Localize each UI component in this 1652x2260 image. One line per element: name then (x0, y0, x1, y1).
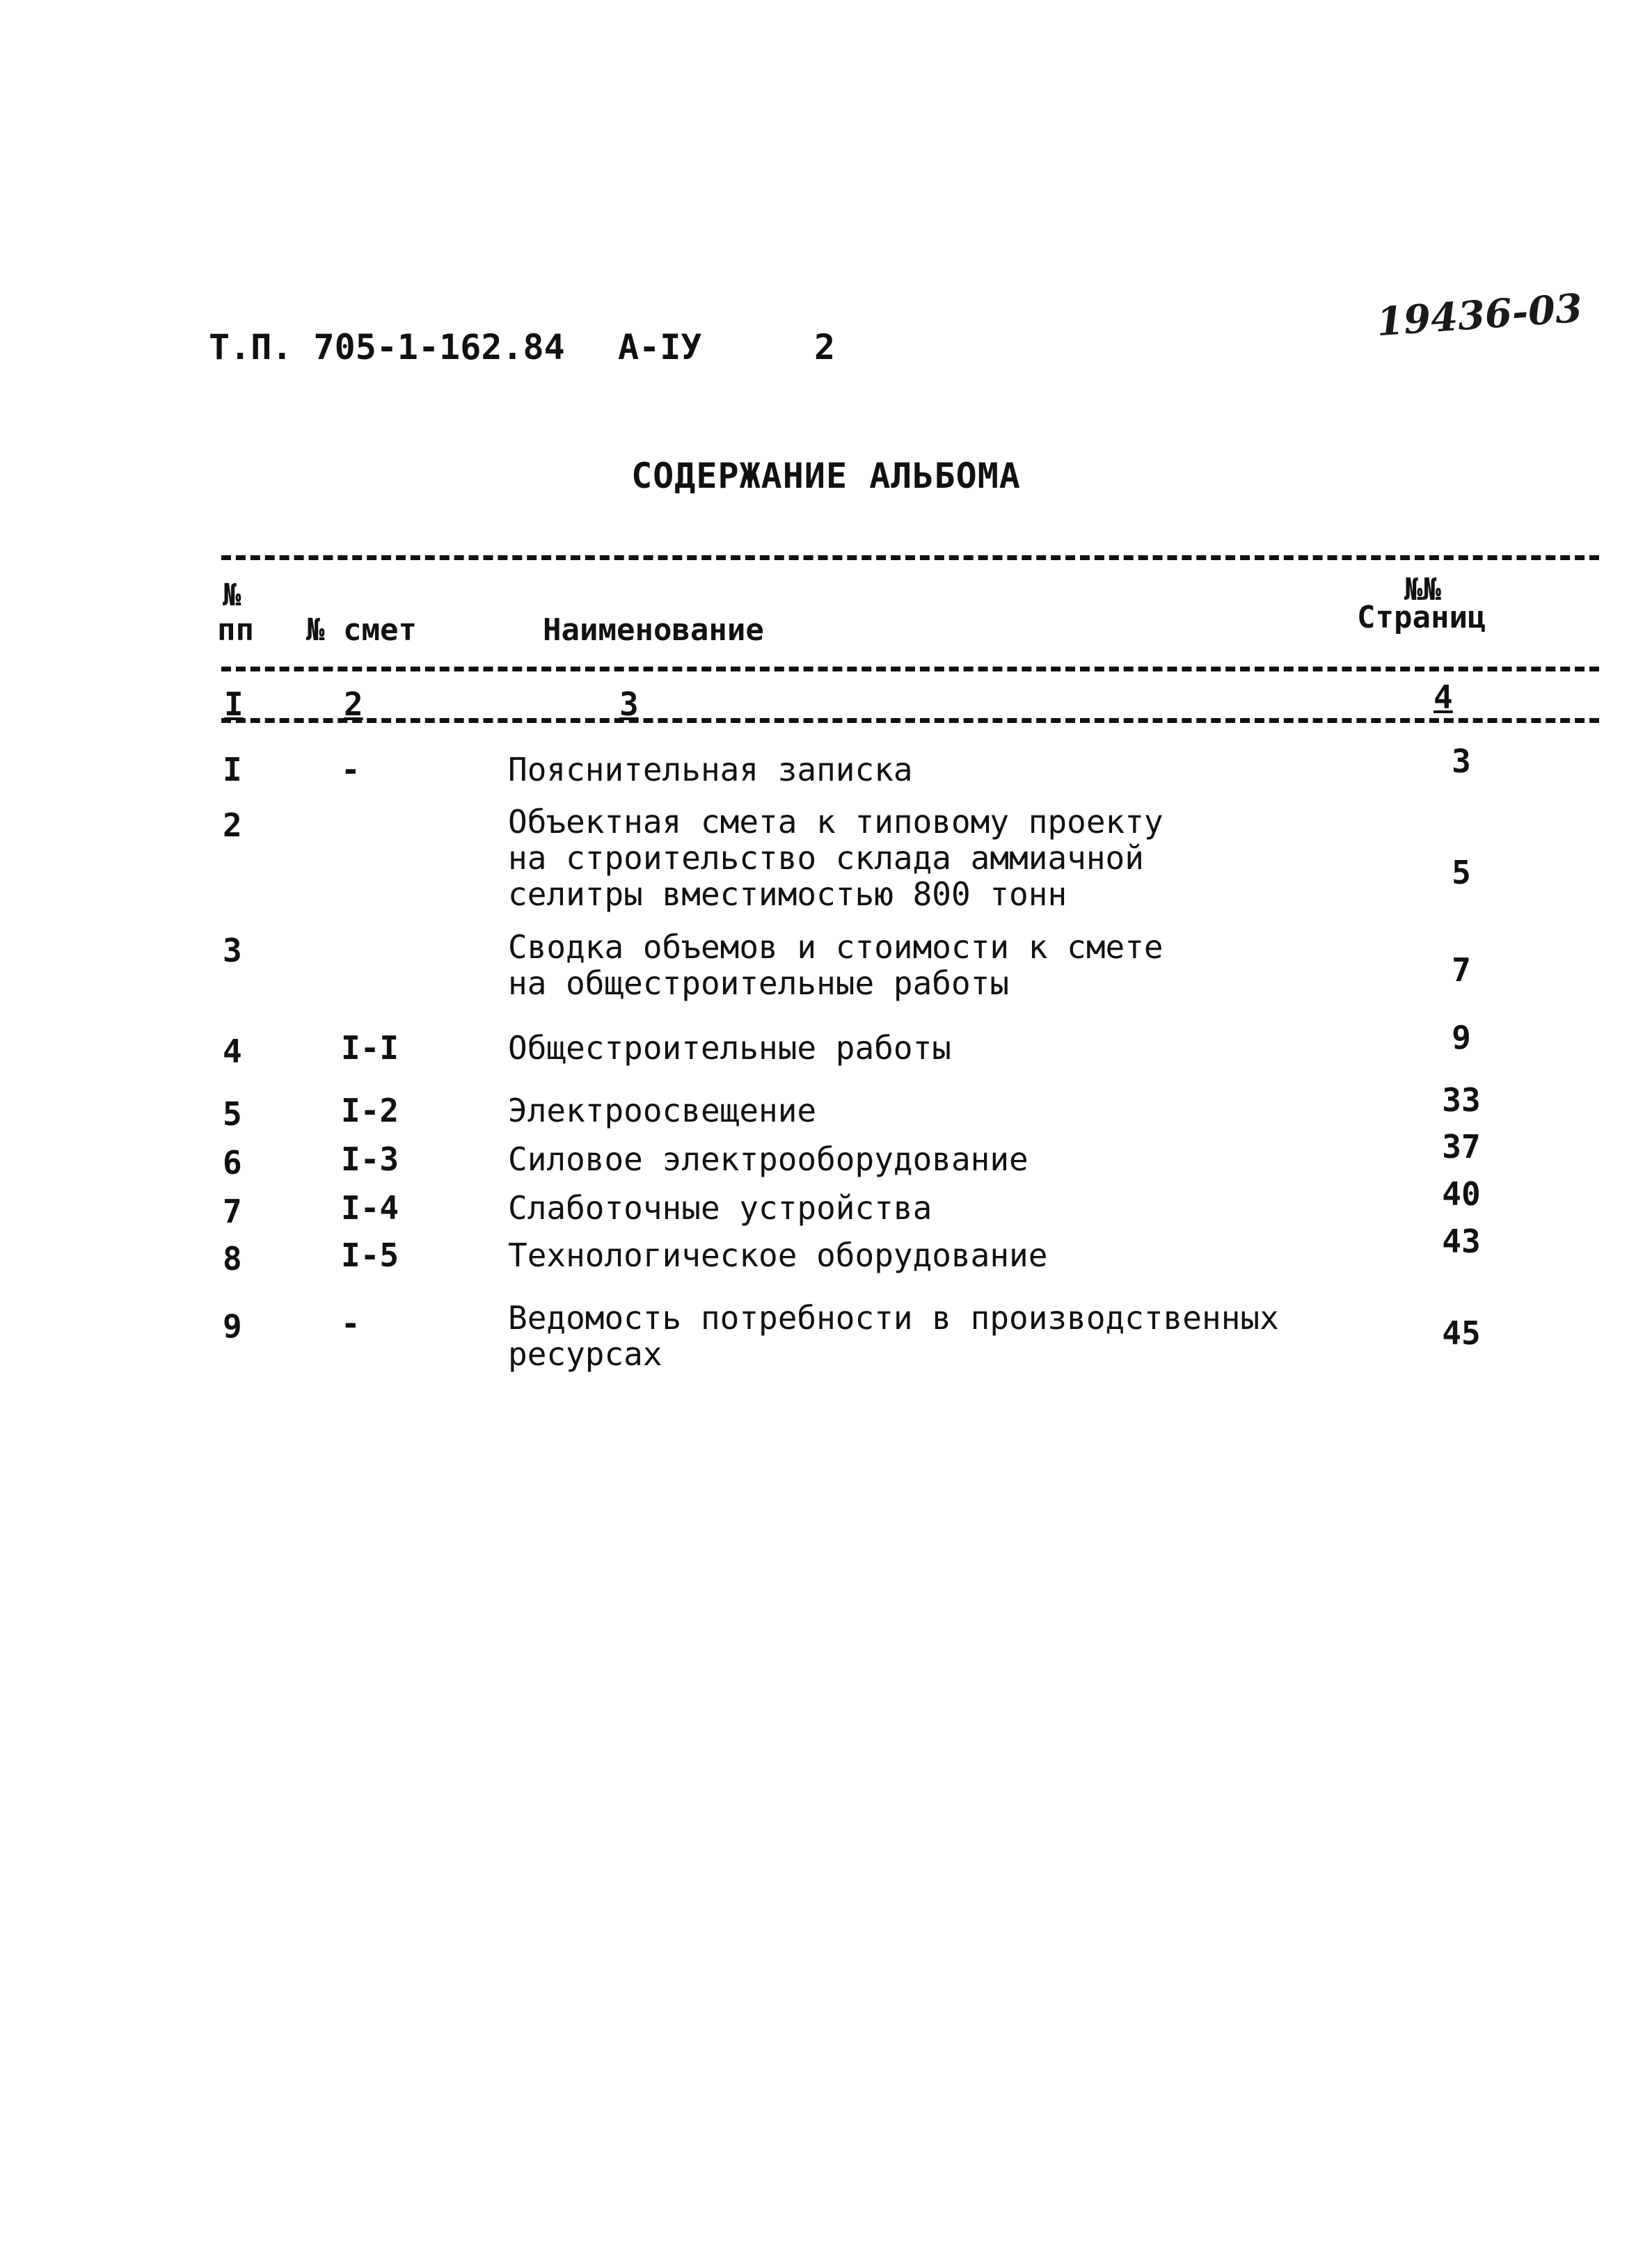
row-name (508, 929, 1163, 1001)
page-title: СОДЕРЖАНИЕ АЛЬБОМА (631, 456, 1021, 496)
row-page: 9 (1452, 1019, 1471, 1056)
table-header-rule (221, 667, 1599, 671)
row-number: 9 (223, 1307, 242, 1345)
row-number: 5 (223, 1095, 242, 1133)
col-pages-sign: №№ (1404, 572, 1441, 607)
row-name (508, 1237, 1047, 1273)
row-name (508, 1092, 816, 1129)
row-name-line: на строительство склада аммиачной (508, 839, 1144, 877)
col-number-1: I (224, 685, 244, 723)
col-name-label: Наименование (543, 612, 764, 648)
row-name-line: Электроосвещение (508, 1092, 817, 1129)
row-number: 4 (223, 1033, 242, 1070)
row-page: 7 (1452, 951, 1471, 989)
row-page: 45 (1442, 1314, 1481, 1352)
row-name-line: Сводка объемов и стоимости к смете (508, 928, 1163, 966)
row-name-line: Пояснительная записка (508, 751, 913, 788)
row-estimate: - (341, 751, 360, 788)
row-name (508, 751, 913, 788)
row-name-line: Технологическое оборудование (508, 1236, 1048, 1274)
row-name (508, 1190, 932, 1226)
row-estimate: I-I (341, 1029, 399, 1067)
row-number: 7 (223, 1193, 242, 1230)
col-num-label: пп (217, 612, 254, 648)
col-number-2: 2 (344, 685, 363, 723)
project-code: Т.П. 705-1-162.84 (209, 327, 565, 367)
row-page: 43 (1442, 1223, 1481, 1260)
row-name-line: Ведомость потребности в производственных (508, 1299, 1279, 1337)
row-page: 40 (1442, 1175, 1481, 1213)
table-top-rule (221, 555, 1599, 560)
row-estimate: I-4 (341, 1189, 399, 1227)
row-number: 6 (223, 1144, 242, 1181)
row-name (508, 1030, 951, 1066)
row-page: 3 (1452, 742, 1471, 780)
row-estimate: I-2 (341, 1092, 399, 1129)
row-name (508, 1141, 1028, 1177)
row-number: 8 (223, 1240, 242, 1278)
col-num-sign: № (223, 578, 241, 613)
row-estimate: I-5 (341, 1236, 399, 1274)
col-numbers-rule (221, 718, 1599, 723)
col-estimate-label: № смет (306, 612, 417, 648)
row-number: 2 (223, 806, 242, 844)
row-name-line: ресурсах (508, 1335, 662, 1373)
row-name-line: селитры вместимостью 800 тонн (508, 875, 1067, 913)
col-number-4: 4 (1433, 678, 1453, 716)
row-name-line: Слаботочные устройства (508, 1189, 932, 1227)
row-page: 33 (1442, 1081, 1481, 1119)
col-number-3: 3 (619, 685, 639, 723)
col-pages-label: Страниц (1357, 600, 1486, 635)
row-page: 37 (1442, 1128, 1481, 1165)
row-name (508, 1300, 1279, 1372)
page-number: 2 (814, 327, 836, 367)
row-estimate: I-3 (341, 1140, 399, 1178)
row-name-line: Силовое электрооборудование (508, 1140, 1028, 1178)
row-estimate: - (341, 1305, 360, 1342)
album-number: А-IУ (618, 327, 702, 367)
row-name-line: Объектная смета к типовому проекту (508, 803, 1163, 841)
row-name-line: Общестроительные работы (508, 1029, 951, 1067)
inventory-number: 19436-03 (1375, 285, 1584, 346)
row-number: 3 (223, 932, 242, 969)
row-name (508, 804, 1163, 912)
row-page: 5 (1452, 854, 1471, 891)
row-number: I (223, 751, 242, 788)
row-name-line: на общестроительные работы (508, 964, 1010, 1002)
